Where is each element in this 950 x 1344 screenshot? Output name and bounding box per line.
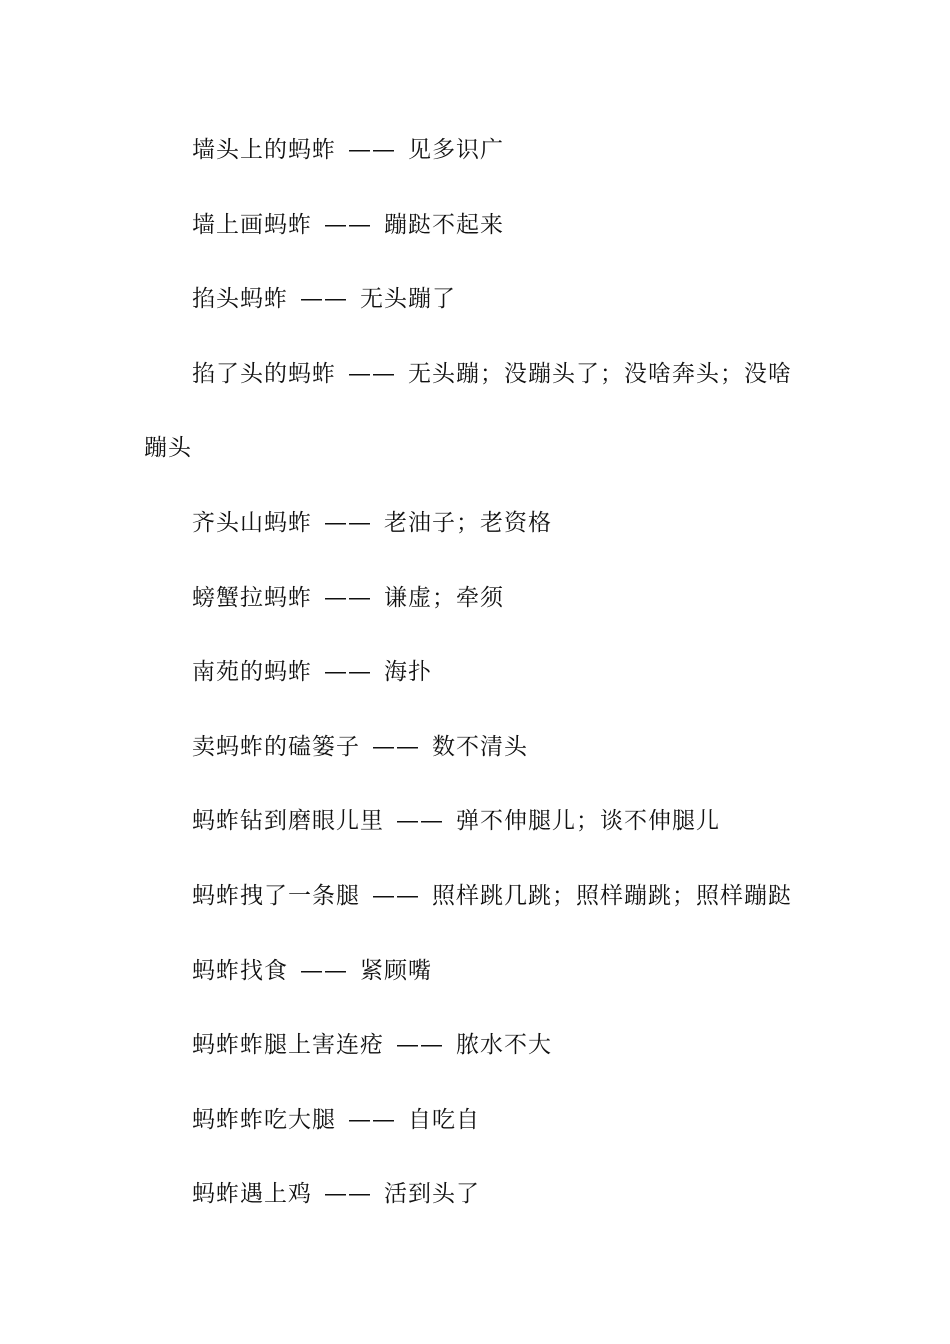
list-item xyxy=(144,113,814,188)
list-item xyxy=(144,1083,814,1158)
entry-phrase: 螃蟹拉蚂蚱 xyxy=(192,584,312,611)
list-item xyxy=(144,710,814,785)
entry-meaning: 见多识广 xyxy=(408,137,504,163)
entry-phrase: 南苑的蚂蚱 xyxy=(192,659,312,686)
entry-dash: —— xyxy=(348,1106,396,1133)
entry-meaning: 谦虚；牵须 xyxy=(384,584,504,611)
entry-dash: —— xyxy=(324,509,372,536)
entry-phrase: 墙上画蚂蚱 xyxy=(192,211,312,238)
list-item xyxy=(144,1157,814,1232)
entry-dash: —— xyxy=(372,733,420,760)
entry-phrase: 掐头蚂蚱 xyxy=(192,286,288,313)
list-item xyxy=(144,1008,814,1083)
entry-dash: —— xyxy=(324,1181,372,1208)
entry-meaning: 无头蹦了 xyxy=(360,286,456,313)
entry-phrase: 蚂蚱找食 xyxy=(192,957,288,984)
entry-dash: —— xyxy=(348,137,396,163)
entry-phrase: 蚂蚱蚱腿上害连疮 xyxy=(192,1032,384,1059)
xiehouyu-list xyxy=(144,113,814,1232)
entry-phrase: 掐了头的蚂蚱 xyxy=(192,360,336,387)
entry-dash: —— xyxy=(396,808,444,835)
entry-phrase: 蚂蚱钻到磨眼儿里 xyxy=(192,808,384,835)
entry-meaning: 无头蹦；没蹦头了；没啥奔头；没啥蹦头 xyxy=(144,360,792,462)
list-item xyxy=(144,934,814,1009)
entry-dash: —— xyxy=(396,1032,444,1059)
list-item xyxy=(144,859,814,934)
entry-phrase: 蚂蚱遇上鸡 xyxy=(192,1181,312,1208)
entry-dash: —— xyxy=(324,584,372,611)
entry-dash: —— xyxy=(324,659,372,686)
entry-meaning: 海扑 xyxy=(384,659,432,686)
entry-dash: —— xyxy=(300,286,348,313)
list-item xyxy=(144,262,814,337)
entry-phrase: 蚂蚱拽了一条腿 xyxy=(192,882,360,909)
entry-phrase: 墙头上的蚂蚱 xyxy=(192,137,336,163)
list-item xyxy=(144,784,814,859)
entry-phrase: 齐头山蚂蚱 xyxy=(192,509,312,536)
entry-dash: —— xyxy=(372,882,420,909)
entry-meaning: 紧顾嘴 xyxy=(360,957,432,984)
entry-meaning: 自吃自 xyxy=(408,1106,480,1133)
entry-meaning: 蹦跶不起来 xyxy=(384,211,504,238)
list-item xyxy=(144,337,814,486)
list-item xyxy=(144,635,814,710)
entry-meaning: 老油子；老资格 xyxy=(384,509,552,536)
entry-meaning: 照样跳几跳；照样蹦跳；照样蹦跶 xyxy=(432,882,792,909)
entry-meaning: 数不清头 xyxy=(432,733,528,760)
entry-meaning: 脓水不大 xyxy=(456,1032,552,1059)
entry-dash: —— xyxy=(300,957,348,984)
entry-dash: —— xyxy=(348,360,396,387)
list-item xyxy=(144,561,814,636)
entry-phrase: 蚂蚱蚱吃大腿 xyxy=(192,1106,336,1133)
entry-meaning: 弹不伸腿儿；谈不伸腿儿 xyxy=(456,808,720,835)
entry-meaning: 活到头了 xyxy=(384,1181,480,1208)
list-item xyxy=(144,188,814,263)
entry-phrase: 卖蚂蚱的磕篓子 xyxy=(192,733,360,760)
entry-dash: —— xyxy=(324,211,372,238)
list-item xyxy=(144,486,814,561)
